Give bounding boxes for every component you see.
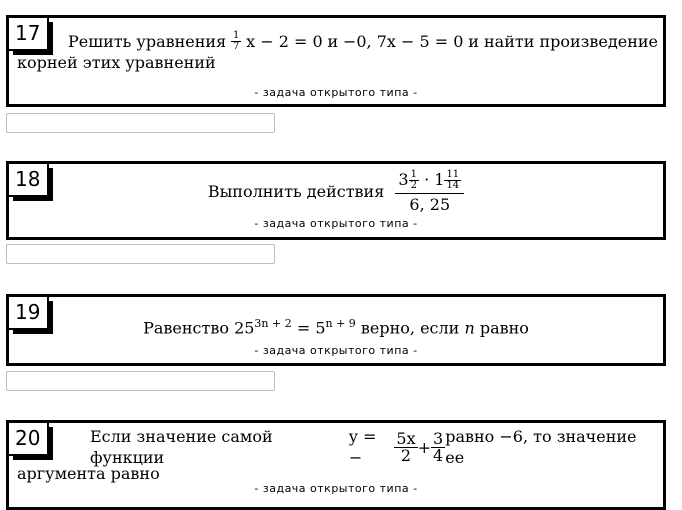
statement-tail-line2: корней этих уравнений (17, 53, 216, 72)
lhs-exponent: 3n + 2 (254, 317, 292, 330)
rhs-base: 5 (315, 318, 326, 338)
statement-lead: Решить уравнения (68, 32, 227, 51)
statement-tail-line2: аргумента равно (17, 464, 160, 483)
task-statement (14, 31, 658, 73)
fraction-2: $\frac{3}{4}$ (433, 428, 444, 465)
task-type-note: - задача открытого типа - (254, 344, 418, 357)
statement-lead: Равенство (143, 318, 229, 338)
task-type-note: - задача открытого типа - (254, 217, 418, 230)
task-number: 18 (9, 164, 49, 197)
equation-1: x − 2 = 0 (246, 32, 323, 51)
task-number: 17 (9, 18, 49, 51)
task-17 (6, 15, 666, 107)
task-statement (14, 426, 658, 484)
statement-lead: Выполнить действия (207, 182, 385, 201)
task-19 (6, 294, 666, 366)
task-type-note: - задача открытого типа - (254, 86, 418, 99)
lhs-base: 25 (234, 318, 255, 338)
conjunction: и (327, 32, 339, 51)
variable: n (464, 318, 475, 338)
task-18 (6, 161, 666, 240)
function-lhs: y = − (348, 427, 377, 467)
task-number: 19 (9, 297, 49, 330)
equation-2: −0, 7x − 5 = 0 (342, 32, 464, 51)
equals-sign: = (296, 318, 311, 338)
task-statement (9, 170, 663, 213)
fraction-1: $\frac{5x}{2}$ (396, 428, 416, 465)
task-number: 20 (9, 423, 49, 456)
task-20 (6, 420, 666, 510)
fraction: $\frac{1}{7}$ (232, 30, 240, 52)
task-type-note: - задача открытого типа - (254, 482, 418, 495)
rhs-exponent: n + 9 (325, 317, 356, 330)
statement-end: равно (479, 318, 529, 338)
compound-fraction: 3 $\frac{1}{2}$ · 1 $\frac{11}{14}$ 6, 25 (395, 170, 464, 213)
plus-sign: + (417, 437, 432, 457)
answer-input-18[interactable] (6, 244, 275, 264)
answer-input-17[interactable] (6, 113, 275, 133)
statement-tail: равно −6, то значение ее (445, 427, 637, 467)
statement-tail: верно, если (360, 318, 460, 338)
statement-lead: Если значение самой функции (90, 427, 273, 467)
task-statement (9, 313, 663, 338)
answer-input-19[interactable] (6, 371, 275, 391)
statement-tail: и найти произведение (468, 32, 658, 51)
